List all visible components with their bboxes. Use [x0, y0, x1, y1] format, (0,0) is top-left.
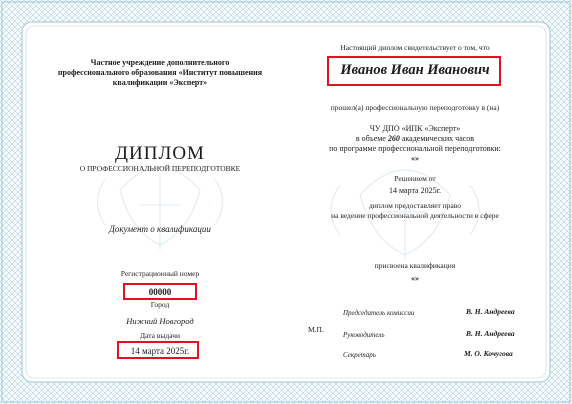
holder-full-name: Иванов Иван Иванович	[340, 62, 490, 78]
grant-line2: на ведение профессиональной деятельности в сфере	[331, 211, 499, 220]
certifies-text: Настоящий диплом свидетельствует о том, что	[340, 43, 490, 52]
signature-name: М. О. Кочугова	[464, 349, 513, 358]
passed-text: прошел(а) профессиональную переподготовку в (на)	[330, 103, 500, 112]
hours-suffix: академических часов	[401, 134, 475, 143]
issue-date-label: Дата выдачи	[139, 331, 181, 340]
issue-date-highlight	[117, 341, 199, 359]
signature-name: В. Н. Андреева	[466, 307, 515, 316]
org-name-line2: профессионального образования «Институт повышения	[57, 68, 263, 77]
decision-label: Решением от	[394, 174, 436, 183]
hours-prefix: в объеме	[355, 134, 386, 143]
full-name-highlight	[327, 56, 501, 86]
grant-line1: диплом предоставляет право	[368, 201, 462, 210]
program-name: «»	[411, 154, 419, 163]
stamp-placeholder: М.П.	[308, 325, 324, 334]
signature-role: Руководитель	[343, 331, 385, 339]
org-short-name: ЧУ ДПО «ИПК «Эксперт»	[369, 124, 461, 133]
hours-value: 260	[387, 134, 400, 143]
document-type: Документ о квалификации	[109, 224, 211, 234]
city-label: Город	[150, 300, 170, 309]
reg-number-highlight	[123, 283, 197, 300]
hours-line	[300, 134, 530, 143]
signature-role: Секретарь	[343, 351, 376, 359]
qualification-name: «»	[411, 274, 419, 283]
qualification-label: присвоена квалификация	[374, 261, 456, 270]
reg-number-label: Регистрационный номер	[120, 269, 200, 278]
org-name-line3: квалификации «Эксперт»	[112, 78, 208, 87]
decision-date: 14 марта 2025г.	[389, 186, 441, 195]
diploma-title: ДИПЛОМ	[115, 143, 205, 164]
org-name-line1: Частное учреждение дополнительного	[90, 58, 230, 67]
issue-date: 14 марта 2025г.	[130, 346, 190, 356]
signature-name: В. Н. Андреева	[466, 329, 515, 338]
signature-role: Председатель комиссии	[343, 309, 415, 317]
program-label: по программе профессиональной переподготовки:	[329, 144, 501, 153]
diploma-subtitle: О ПРОФЕССИОНАЛЬНОЙ ПЕРЕПОДГОТОВКЕ	[79, 164, 241, 173]
city-name: Нижний Новгород	[126, 316, 194, 326]
reg-number: 00000	[148, 287, 172, 297]
